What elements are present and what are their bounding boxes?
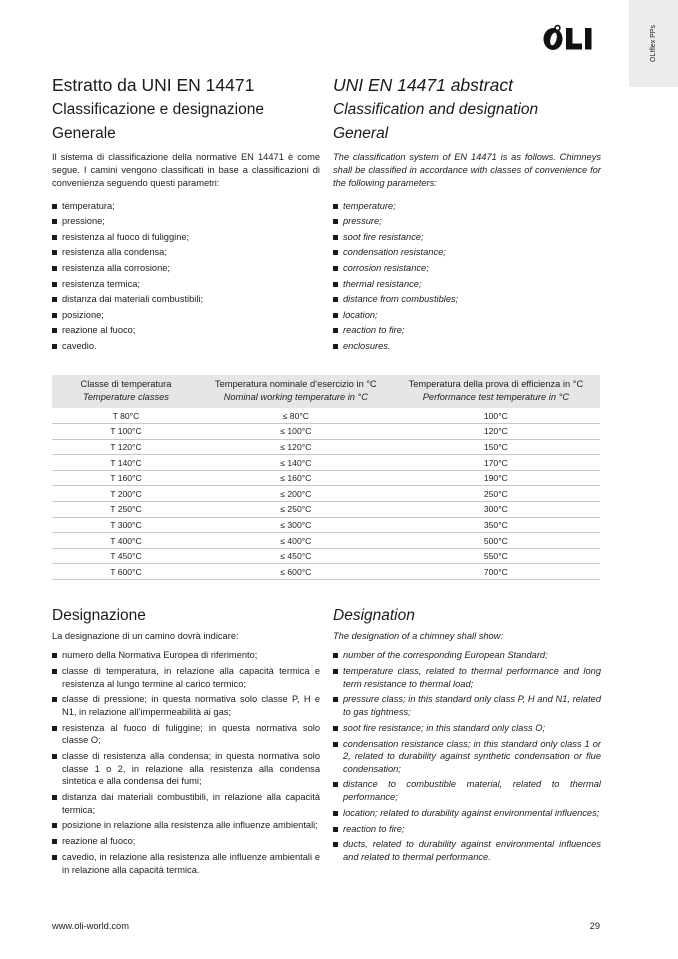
list-item: soot fire resistance; — [333, 230, 601, 246]
list-item: resistenza alla corrosione; — [52, 261, 320, 277]
paragraph-it: Il sistema di classificazione della normative EN 14471 è come segue. I camini vengono classificati in base a classificazioni di convenienza seguendo questi parametri: — [52, 152, 320, 189]
list-item: reazione al fuoco; — [52, 835, 320, 848]
list-item: cavedio. — [52, 339, 320, 355]
table-row: T 400°C ≤ 400°C 500°C — [52, 533, 600, 549]
list-item: distanza dai materiali combustibili; — [52, 292, 320, 308]
table-row: T 140°C ≤ 140°C 170°C — [52, 455, 600, 471]
column-header: Temperatura della prova di efficienza in °C Performance test temperature in °C — [392, 375, 600, 408]
table-row: T 100°C ≤ 100°C 120°C — [52, 424, 600, 440]
side-tab — [629, 0, 678, 87]
table-row: T 80°C ≤ 80°C 100°C — [52, 408, 600, 424]
parameter-list-it — [52, 199, 320, 355]
list-item: thermal resistance; — [333, 277, 601, 293]
section-it: Generale — [52, 125, 116, 142]
list-item: classe di resistenza alla condensa; in questa normativa solo classe 1 o 2, in relazione alla resistenza alla condensa sintetica e alla condensa dei fumi; — [52, 750, 320, 788]
paragraph-en: The classification system of EN 14471 is as follows. Chimneys shall be classified in accordance with classes of convenience for the following parameters: — [333, 152, 601, 189]
list-item: soot fire resistance; in this standard only class O; — [333, 722, 601, 735]
list-item: resistenza al fuoco di fuliggine; — [52, 230, 320, 246]
oli-logo — [542, 22, 602, 54]
list-item: posizione in relazione alla resistenza alle influenze ambientali; — [52, 819, 320, 832]
intro-italian — [52, 74, 320, 355]
table-row: T 300°C ≤ 300°C 350°C — [52, 517, 600, 533]
list-item: number of the corresponding European Standard; — [333, 649, 601, 662]
list-item: distance to combustible material, related to thermal performance; — [333, 778, 601, 803]
designation-english — [333, 606, 601, 867]
temperature-classes-table — [52, 375, 600, 580]
table-row: T 200°C ≤ 200°C 250°C — [52, 486, 600, 502]
list-item: location; related to durability against environmental influences; — [333, 807, 601, 820]
list-item: location; — [333, 308, 601, 324]
list-item: classe di pressione; in questa normativa solo classe P, H e N1, in relazione all’impermeabilità ai gas; — [52, 693, 320, 718]
column-header: Temperatura nominale d’esercizio in °C Nominal working temperature in °C — [200, 375, 392, 408]
subtitle-en: Classification and designation — [333, 101, 539, 118]
list-item: resistenza al fuoco di fuliggine; in questa normativa solo classe O; — [52, 722, 320, 747]
designation-title-it: Designazione — [52, 607, 146, 624]
table-row: T 600°C ≤ 600°C 700°C — [52, 564, 600, 580]
list-item: condensation resistance; — [333, 245, 601, 261]
list-item: reaction to fire; — [333, 323, 601, 339]
list-item: temperatura; — [52, 199, 320, 215]
list-item: pressure class; in this standard only class P, H and N1, related to gas tightness; — [333, 693, 601, 718]
designation-paragraph-it: La designazione di un camino dovrà indicare: — [52, 631, 239, 641]
list-item: pressione; — [52, 214, 320, 230]
table-row: T 160°C ≤ 160°C 190°C — [52, 470, 600, 486]
footer-website-link[interactable]: www.oli-world.com — [52, 921, 129, 931]
designation-list-it — [52, 649, 320, 876]
side-tab-label: OLIflex PPs — [650, 25, 657, 62]
list-item: temperature class, related to thermal performance and long term resistance to thermal load; — [333, 665, 601, 690]
list-item: numero della Normativa Europea di riferimento; — [52, 649, 320, 662]
list-item: resistenza alla condensa; — [52, 245, 320, 261]
designation-paragraph-en: The designation of a chimney shall show: — [333, 631, 504, 641]
title-it: Estratto da UNI EN 14471 — [52, 75, 255, 95]
title-en: UNI EN 14471 abstract — [333, 75, 513, 95]
designation-italian — [52, 606, 320, 879]
table-header-row — [52, 375, 600, 408]
list-item: temperature; — [333, 199, 601, 215]
designation-title-en: Designation — [333, 607, 415, 624]
list-item: resistenza termica; — [52, 277, 320, 293]
list-item: enclosures. — [333, 339, 601, 355]
list-item: distanza dai materiali combustibili, in relazione alla capacità termica; — [52, 791, 320, 816]
table-row: T 120°C ≤ 120°C 150°C — [52, 439, 600, 455]
table-row: T 450°C ≤ 450°C 550°C — [52, 548, 600, 564]
list-item: condensation resistance class; in this standard only class 1 or 2, related to durability against synthetic condensation or flue condensation; — [333, 738, 601, 776]
list-item: classe di temperatura, in relazione alla capacità termica e resistenza al lungo termine al carico termico; — [52, 665, 320, 690]
list-item: pressure; — [333, 214, 601, 230]
table-row: T 250°C ≤ 250°C 300°C — [52, 502, 600, 518]
intro-english — [333, 74, 601, 355]
list-item: posizione; — [52, 308, 320, 324]
subtitle-it: Classificazione e designazione — [52, 101, 264, 118]
list-item: distance from combustibles; — [333, 292, 601, 308]
list-item: reaction to fire; — [333, 823, 601, 836]
page-number: 29 — [589, 921, 600, 931]
list-item: reazione al fuoco; — [52, 323, 320, 339]
list-item: ducts, related to durability against environmental influences and related to thermal performance. — [333, 838, 601, 863]
column-header: Classe di temperatura Temperature classes — [52, 375, 200, 408]
parameter-list-en — [333, 199, 601, 355]
oli-logo-icon — [542, 22, 602, 54]
list-item: cavedio, in relazione alla resistenza alle influenze ambientali e in relazione alla capacità termica. — [52, 851, 320, 876]
section-en: General — [333, 125, 389, 142]
designation-list-en — [333, 649, 601, 863]
list-item: corrosion resistance; — [333, 261, 601, 277]
